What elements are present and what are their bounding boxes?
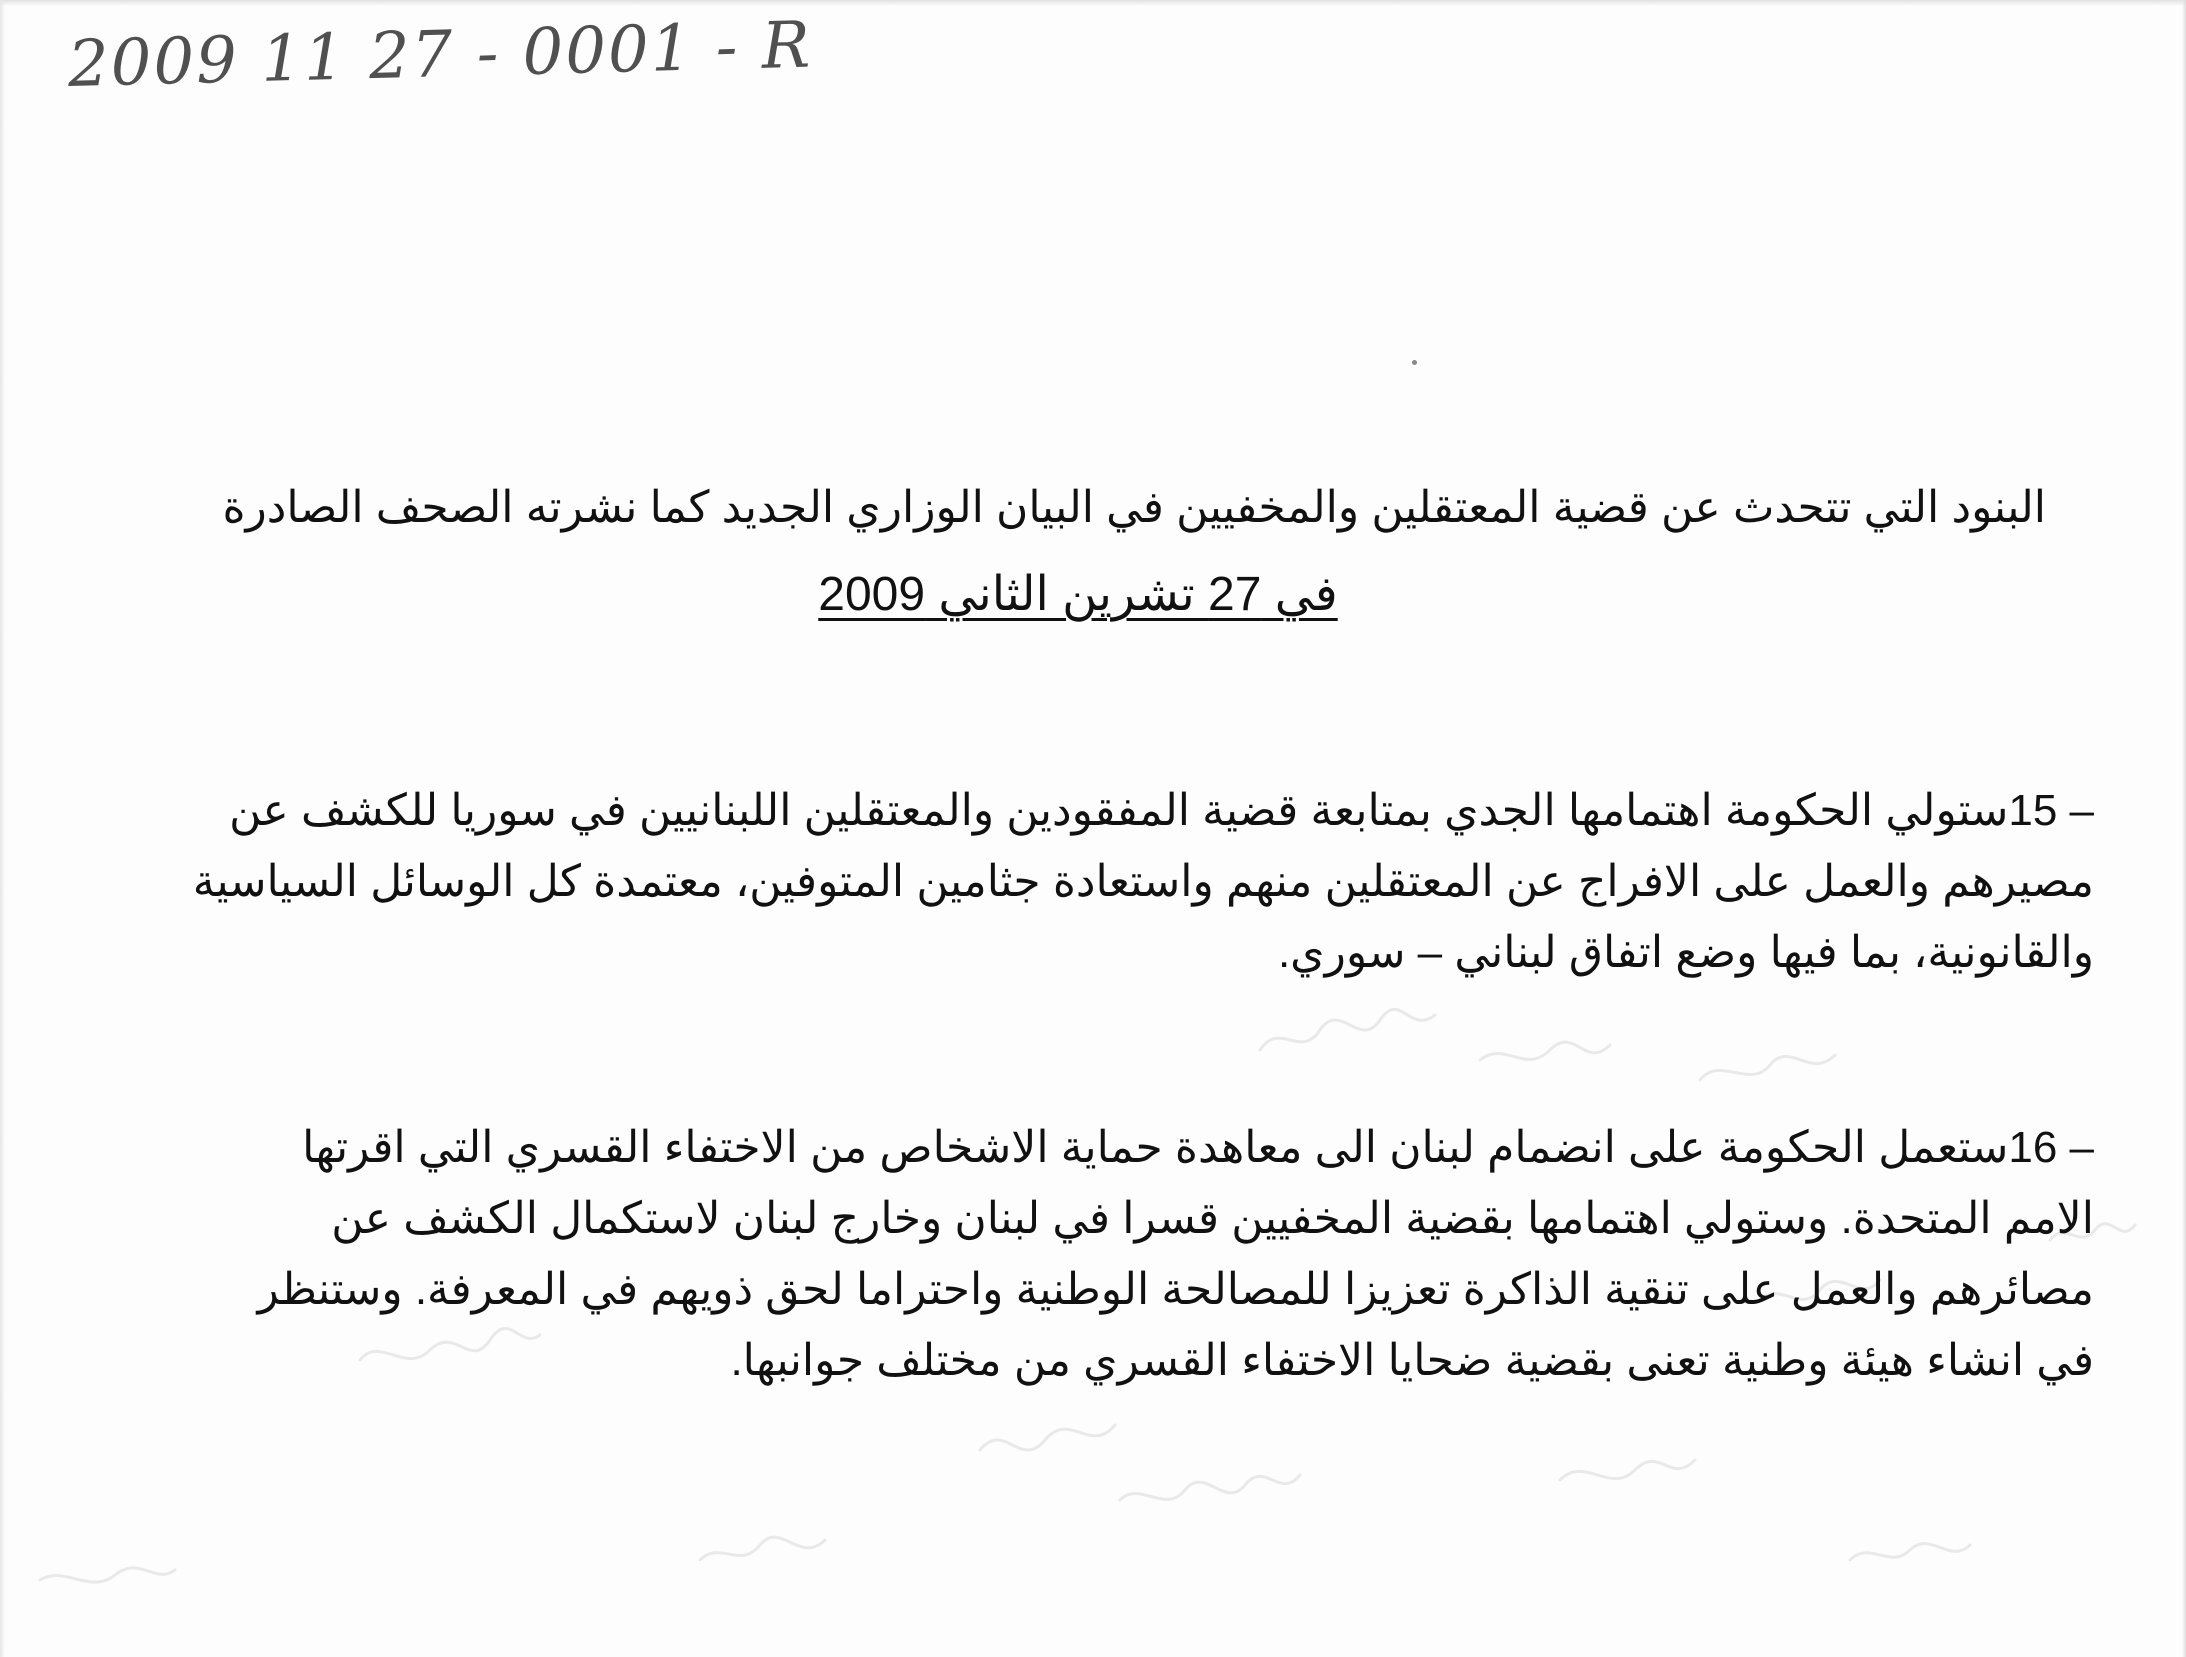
paragraph-line: في انشاء هيئة وطنية تعنى بقضية ضحايا الاختفاء القسري من مختلف جوانبها. (730, 1336, 2094, 1385)
paragraph-line: الامم المتحدة. وستولي اهتمامها بقضية المخفيين قسرا في لبنان وخارج لبنان لاستكمال الكشف عن (331, 1194, 2094, 1243)
scan-edge-top (0, 0, 2186, 6)
scan-edge-left (0, 0, 5, 1657)
paragraph-item-16 (224, 1112, 2094, 1396)
paragraph-line: – 15ستولي الحكومة اهتمامها الجدي بمتابعة قضية المفقودين والمعتقلين اللبنانيين في سوريا للكشف عن (229, 786, 2094, 835)
paragraph-line: مصيرهم والعمل على الافراج عن المعتقلين منهم واستعادة جثامين المتوفين، معتمدة كل الوسائل السياسية (192, 857, 2094, 906)
stray-dot-mark (1412, 360, 1417, 365)
paragraph-line: والقانونية، بما فيها وضع اتفاق لبناني – سوري. (1277, 928, 2094, 977)
paragraph-line: مصائرهم والعمل على تنقية الذاكرة تعزيزا للمصالحة الوطنية واحتراما لحق ذويهم في المعرفة. وستنظر (257, 1265, 2094, 1314)
heading-date-underlined: في 27 تشرين الثاني 2009 (818, 568, 1338, 621)
document-heading-line-1: البنود التي تتحدث عن قضية المعتقلين والمخفيين في البيان الوزاري الجديد كما نشرته الصحف الصادرة (222, 483, 2046, 532)
document-heading-line-2 (0, 566, 2186, 622)
handwritten-reference-number: 2009 11 27 - 0001 - R (67, 8, 813, 102)
scan-edge-right (2182, 0, 2186, 1657)
paragraph-item-15 (192, 775, 2094, 988)
paragraph-line: – 16ستعمل الحكومة على انضمام لبنان الى معاهدة حماية الاشخاص من الاختفاء القسري التي اقرتها (302, 1123, 2094, 1172)
